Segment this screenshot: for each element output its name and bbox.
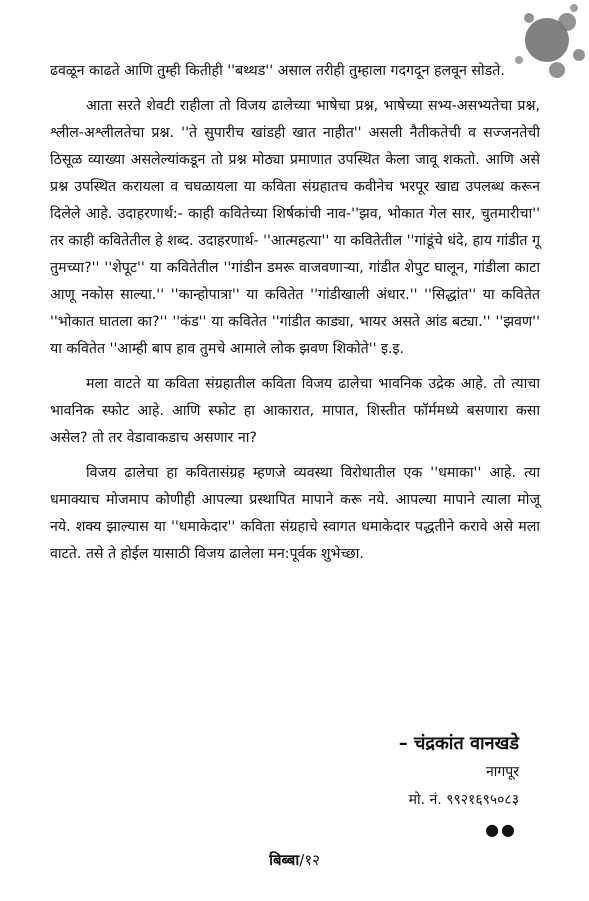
paragraph-dhamaka: विजय ढालेचा हा कवितासंग्रह म्हणजे व्यवस्था विरोधातील एक ''धमाका'' आहे. त्या धमाक्याच मोजमाप कोणीही आपल्या प्रस्थापित मापाने करू नये. आपल्या मापाने त्याला मोजू नये. शक्य झाल्यास या ''धमाकेदार'' कविता संग्रहाचे स्वागत धमाकेदार पद्धतीने करावे असे मला वाटते. तसे ते होईल यासाठी विजय ढालेला मन:पूर्वक शुभेच्छा. [50,465,540,562]
paragraph-language-question: आता सरते शेवटी राहीला तो विजय ढालेच्या भाषेचा प्रश्न, भाषेच्या सभ्य-असभ्यतेचा प्रश्न, श्लील-अश्लीलतेचा प्रश्न. ''ते सुपारीच खांडही खात नाहीत'' असली नैतीकतेची व सज्जनतेची ठिसूळ व्याख्या असलेल्यांकडून तो प्रश्न मोठ्या प्रमाणात उपस्थित केला जावू शकतो. आणि असे प्रश्न उपस्थित करायला व चघळायला या कविता संग्रहातच कवीनेच भरपूर खाद्य उपलब्ध करून दिलेले आहे. उदाहरणार्थ:- काही कवितेच्या शिर्षकांची नाव-''झव, भोकात गेल सार, चुतमारीचा'' तर काही कवितेतील हे शब्द. उदाहरणार्थ- ''आत्महत्या'' या कवितेतील ''गांडूंचे धंदे, हाय गांडीत गू तुमच्या?'' ''शेपूट'' या कवितेतील ''गांडीन डमरू वाजवणाऱ्या, गांडीत शेपुट घालून, गांडीला काटा आणू नकोस साल्या.'' ''कान्होपात्रा'' या कवितेत ''गांडीखाली अंधार.'' ''सिद्धांत'' या कवितेत ''भोकात घातला का?'' ''कंड'' या कवितेत ''गांडीत काड्या, भायर असते आंड बट्या.'' ''झवण'' या कवितेत ''आम्ही बाप हाव तुमचे आमाले लोक झवण शिकोते'' इ.इ. [50,98,540,357]
page-number: /१२ [299,851,320,869]
author-name: – चंद्रकांत वानखडे [398,733,519,754]
end-mark-dots: ●● [485,820,517,839]
book-title: बिब्बा [269,851,300,869]
paragraph-emotional-outburst: मला वाटते या कविता संग्रहातील कविता विजय ढालेचा भावनिक उद्रेक आहे. तो त्याचा भावनिक स्फोट आहे. आणि स्फोट हा आकारात, मापात, शिस्तीत फॉर्ममध्ये बसणारा कसा असेल? तो तर वेडावाकडाच असणार ना? [50,376,540,446]
page-body [50,58,540,576]
author-phone: मो. नं. ९९२१६९५०८३ [408,792,519,808]
page-footer [0,850,589,870]
signature-block [399,730,519,814]
author-city: नागपूर [486,764,519,780]
paragraph-continued: ढवळून काढते आणि तुम्ही कितीही ''बथ्थड'' असाल तरीही तुम्हाला गदगदून हलवून सोडते. [50,63,505,79]
